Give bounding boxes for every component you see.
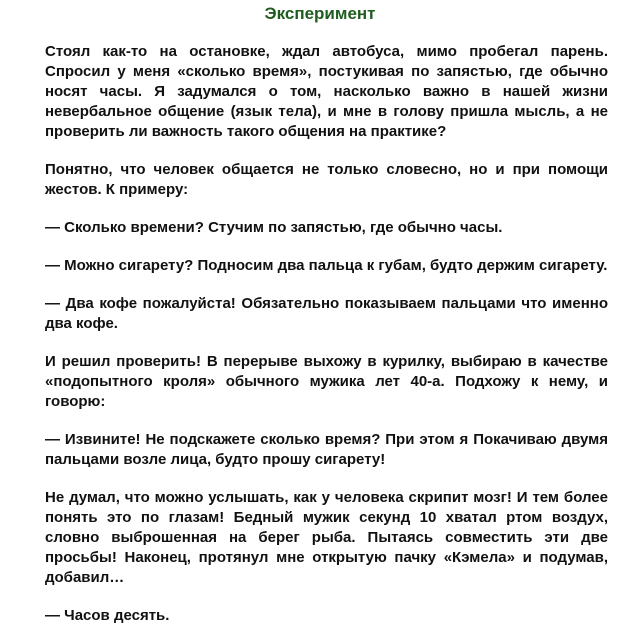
paragraph-intro: Стоял как-то на остановке, ждал автобуса, мимо пробегал парень. Спросил у меня «сколько время», постукивая по запястью, где обычно носят часы. Я задумался о том, насколько важно в нашей жизни невербальное общение (язык тела), и мне в голову пришла мысль, а не проверить ли важность такого общения на практике? xyxy=(45,43,608,140)
document-title: Эксперимент xyxy=(264,4,376,23)
paragraph-gestures-intro: Понятно, что человек общается не только словесно, но и при помощи жестов. К примеру: xyxy=(45,161,608,198)
paragraph-decision: И решил проверить! В перерыве выхожу в курилку, выбираю в качестве «подопытного кроля» обычного мужика лет 40-а. Подхожу к нему, и говорю: xyxy=(45,353,608,410)
paragraph-example-coffee: — Два кофе пожалуйста! Обязательно показываем пальцами что именно два кофе. xyxy=(45,295,608,332)
paragraph-reaction: Не думал, что можно услышать, как у человека скрипит мозг! И тем более понять это по глазам! Бедный мужик секунд 10 хватал ртом воздух, словно выброшенная на берег рыба. Пытаясь совместить эти две просьбы! Наконец, протянул мне открытую пачку «Кэмела» и подумав, добавил… xyxy=(45,489,608,586)
paragraph-example-cigarette: — Можно сигарету? Подносим два пальца к губам, будто держим сигарету. xyxy=(45,257,608,274)
paragraph-punchline: — Часов десять. xyxy=(45,607,170,624)
paragraph-example-time: — Сколько времени? Стучим по запястью, где обычно часы. xyxy=(45,219,503,236)
document-body xyxy=(45,42,608,626)
paragraph-question: — Извините! Не подскажете сколько время? При этом я Покачиваю двумя пальцами возле лица, будто прошу сигарету! xyxy=(45,431,608,468)
